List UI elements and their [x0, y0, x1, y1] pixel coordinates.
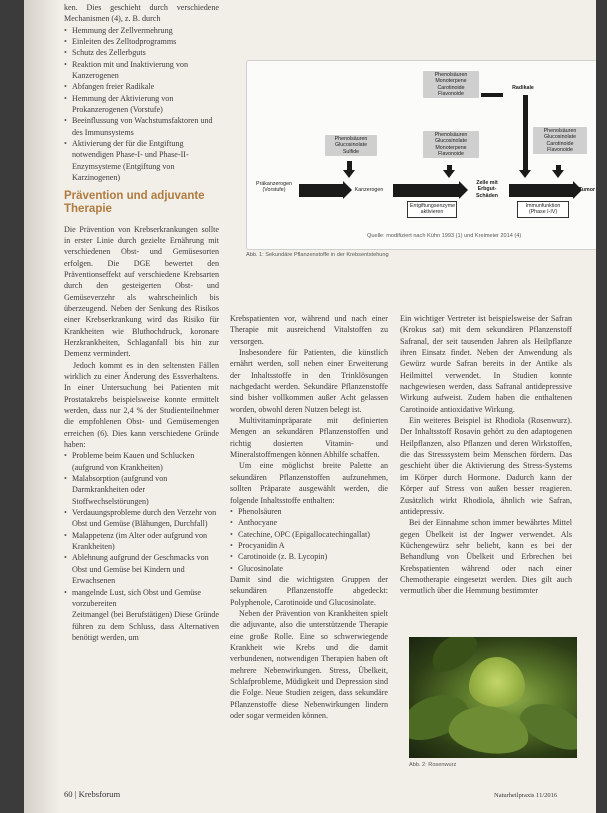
col1-paragraph-2: Jedoch kommt es in den seltensten Fällen wirklich zu einer Änderung des Essverhaltens. In einer Untersuchung bei Patienten mit Prostatakrebs beispielsweise konnte ermittelt werden, dass nur 2,4 % der Studienteilnehmer die empfohlenen Obst- und Gemüsemengen erreichen (6). Dies kann verschiedene Gründe haben: — [64, 360, 219, 450]
ingredients-list — [230, 506, 388, 574]
section-heading: Prävention und adjuvante Therapie — [64, 189, 205, 215]
list-item: • Carotinoide (z. B. Lycopin) — [230, 551, 388, 562]
figure-1-caption: Abb. 1: Sekundäre Pflanzenstoffe in der Krebsentstehung — [246, 252, 389, 258]
page-gutter-shadow — [24, 0, 60, 813]
page-footer-right: Naturheilpraxis 11/2016 — [494, 792, 558, 799]
top-arrow-down — [523, 95, 528, 171]
list-item: • Verdauungsprobleme durch den Verzehr von Obst und Gemüse (Blähungen, Durchfall) — [64, 507, 219, 530]
middle-substance-box: Phenolsäuren Glucosinolate Monoterpene Flavonoide — [423, 131, 479, 158]
figure-2-caption: Abb. 2: Rosenwurz — [409, 762, 457, 768]
col2-paragraph-6: Neben der Prävention von Krankheiten spielt die adjuvante, also die unterstützende Therapie eine große Rolle. Eine so schwerwiegende Krankheit wie Krebs und die damit verbundenen, notwendigen Therapien haben oft mehrere Nebenwirkungen. Stress, Übelkeit, Schlafprobleme, Müdigkeit und Depression sind die Folge. Neue Studien zeigen, dass sekundäre Pflanzenstoffe diese Nebenwirkungen lindern oder sogar vermeiden können. — [230, 608, 388, 721]
col2-paragraph-5: Damit sind die wichtigsten Gruppen der sekundären Pflanzenstoffe abgedeckt: Polyphenole, Carotinoide und Glucosinolate. — [230, 574, 388, 607]
list-item: • Anthocyane — [230, 517, 388, 528]
list-item: • Schutz des Zellerbguts — [64, 47, 219, 58]
page-footer-left: 60 | Krebsforum — [64, 789, 121, 799]
carcinogen-label: Kanzerogen — [354, 187, 384, 193]
list-item: • Procyanidin A — [230, 540, 388, 551]
col2-paragraph-3: Multivitaminpräparate mit definierten Mengen an sekundären Pflanzenstoffen und richtig dosierten Vitamin- und Mineralstoffmengen können Abhilfe schaffen. — [230, 416, 388, 460]
leaf-shape — [469, 657, 525, 707]
left-inhibition-arrow — [347, 161, 352, 171]
list-item: • Hemmung der Zellvermehrung — [64, 25, 219, 36]
col1-paragraph-3: Zeitmangel (bei Berufstätigen) Diese Gründe führen zu dem Schluss, dass Alternativen benötigt werden, um — [72, 610, 219, 642]
right-inhibition-arrow — [556, 165, 561, 171]
radicals-connector — [481, 93, 503, 97]
flow-arrow-3 — [509, 184, 573, 197]
list-item: • Aktivierung der für die Entgiftung notwendigen Phase-I- und Phase-II-Enzymsysteme (Entgiftung von Karzinogenen) — [64, 138, 219, 183]
list-item: • Ablehnung aufgrund der Geschmacks von Obst und Gemüse bei Kindern und Erwachsenen — [64, 552, 219, 586]
detox-enzymes-box: Entgiftungsenzyme aktivieren — [407, 201, 457, 218]
mechanism-list — [64, 25, 219, 184]
left-substance-box: Phenolsäuren Glucosinolate Sulfide — [325, 135, 377, 156]
flow-arrow-1 — [299, 184, 343, 197]
top-substance-box: Phenolsäuren Monoterpene Carotinoide Flavonoide — [423, 71, 479, 98]
list-item: • Glucosinolate — [230, 563, 388, 574]
list-item: • Catechine, OPC (Epigallocatechingallat) — [230, 529, 388, 540]
col3-paragraph-2: Ein weiteres Beispiel ist Rhodiola (Rosenwurz). Der Inhaltsstoff Rosavin gehört zu den adaptogenen Heilpflanzen, also Pflanzen und deren Wirkstoffen, die das Stresssystem beim Menschen fördern. Das geschieht über die Aktivierung des Stress-Systems im Körper durch Hormone. Dadurch kann der Körper auf Stress von außen besser reagieren. Zusätzlich wirkt Rhodiola, ähnlich wie Safran, antidepressiv. — [400, 416, 572, 516]
column-left — [64, 0, 219, 643]
column-right — [400, 313, 572, 597]
tumor-label: Tumor — [578, 187, 596, 193]
col1-intro: ken. Dies geschieht durch verschiedene Mechanismen (4), z. B. durch — [64, 3, 219, 24]
list-item: • Malabsorption (aufgrund von Darmkrankheiten oder Stoffwechselstörungen) — [64, 473, 219, 507]
column-middle — [230, 313, 388, 721]
list-item: • Phenolsäuren — [230, 506, 388, 517]
flow-arrow-2 — [393, 184, 459, 197]
precarcinogen-label: Präkanzerogen (Vorstufe) — [256, 181, 292, 194]
carcinogenesis-diagram — [246, 60, 596, 250]
magazine-page — [24, 0, 596, 813]
col2-paragraph-4: Um eine möglichst breite Palette an sekundären Pflanzenstoffen aufzunehmen, sollten Präparate ausgewählt werden, die folgende Inhaltsstoffe enthalten: — [230, 461, 388, 505]
list-item: • Einleiten des Zelltodprogramms — [64, 36, 219, 47]
radicals-label: Radikale — [512, 85, 534, 91]
list-item: • Beeinflussung von Wachstumsfaktoren und des Immunsystems — [64, 115, 219, 138]
col2-paragraph-2: Insbesondere für Patienten, die künstlich ernährt werden, soll neben einer Erweiterung der Inhaltsstoffe in den Trinklösungen nachgedacht werden. Sekundäre Pflanzenstoffe sind bisher vollkommen außer Acht gelassen worden, obwohl deren Nutzen belegt ist. — [230, 348, 388, 414]
list-item: • Abfangen freier Radikale — [64, 81, 219, 92]
col1-paragraph-1: Die Prävention von Krebserkrankungen sollte in erster Linie durch gezielte Ernährung mit verschiedenen Obst- und Gemüsesorten erfolgen. Die DGE bewertet den Präventionseffekt auf verschiedene Krebsarten durch den gesteigerten Obst- und Gemüseverzehr als wahrscheinlich bis überzeugend. Neben der Senkung des Risikos einer Krebserkrankung wird das Risiko für Krankheiten wie Bluthochdruck, koronare Herzkrankheiten, Schlaganfall bis hin zur Demenz vermindert. — [64, 224, 219, 359]
col3-paragraph-3: Bei der Einnahme schon immer bewährtes Mittel gegen Übelkeit ist der Ingwer verwendet. Als Küchengewürz sehr beliebt, kann es bei der Behandlung von Übelkeit und Erbrechen bei Krebspatienten während oder nach einer Chemotherapie eingesetzt werden. Dies gilt auch vermutlich über die Hemmung bestimmter — [400, 518, 572, 596]
col2-paragraph-1: Krebspatienten vor, während und nach einer Therapie mit ausreichend Vitalstoffen zu versorgen. — [230, 314, 388, 346]
middle-inhibition-arrow — [447, 165, 452, 171]
damaged-cell-label: Zelle mit Erbgut-Schäden — [475, 180, 499, 199]
list-item: • Reaktion mit und Inaktivierung von Kanzerogenen — [64, 59, 219, 82]
list-item: • Hemmung der Aktivierung von Prokanzerogenen (Vorstufe) — [64, 93, 219, 116]
list-item: • Malappetenz (im Alter oder aufgrund von Krankheiten) — [64, 530, 219, 553]
right-substance-box: Phenolsäuren Glucosinolate Carotinoide Flavonoide — [533, 127, 587, 154]
reasons-list — [64, 450, 219, 609]
rhodiola-plant-photo — [409, 637, 577, 758]
col3-paragraph-1: Ein wichtiger Vertreter ist beispielsweise der Safran (Krokus sat) mit dem sekundären Pflanzenstoff Safranal, der seit tausenden Jahren als Heilpflanze ihren Einsatz findet. Neben der Anwendung als Gewürz wurde Safran bereits in der Antike als Heilmittel verwendet. In Studien konnte nachgewiesen werden, dass Safranal antidepressive Wirkung aufweist. Zudem haben die enthaltenen Carotinoide antioxidative Wirkung. — [400, 314, 572, 414]
diagram-source: Quelle: modifiziert nach Kühn 1993 (1) und Kreimeier 2014 (4) — [367, 233, 522, 239]
list-item: • mangelnde Lust, sich Obst und Gemüse vorzubereiten — [64, 587, 219, 610]
immune-function-box: Immunfunktion (Phase I-IV) — [517, 201, 569, 218]
list-item: • Probleme beim Kauen und Schlucken (aufgrund von Krankheiten) — [64, 450, 219, 473]
